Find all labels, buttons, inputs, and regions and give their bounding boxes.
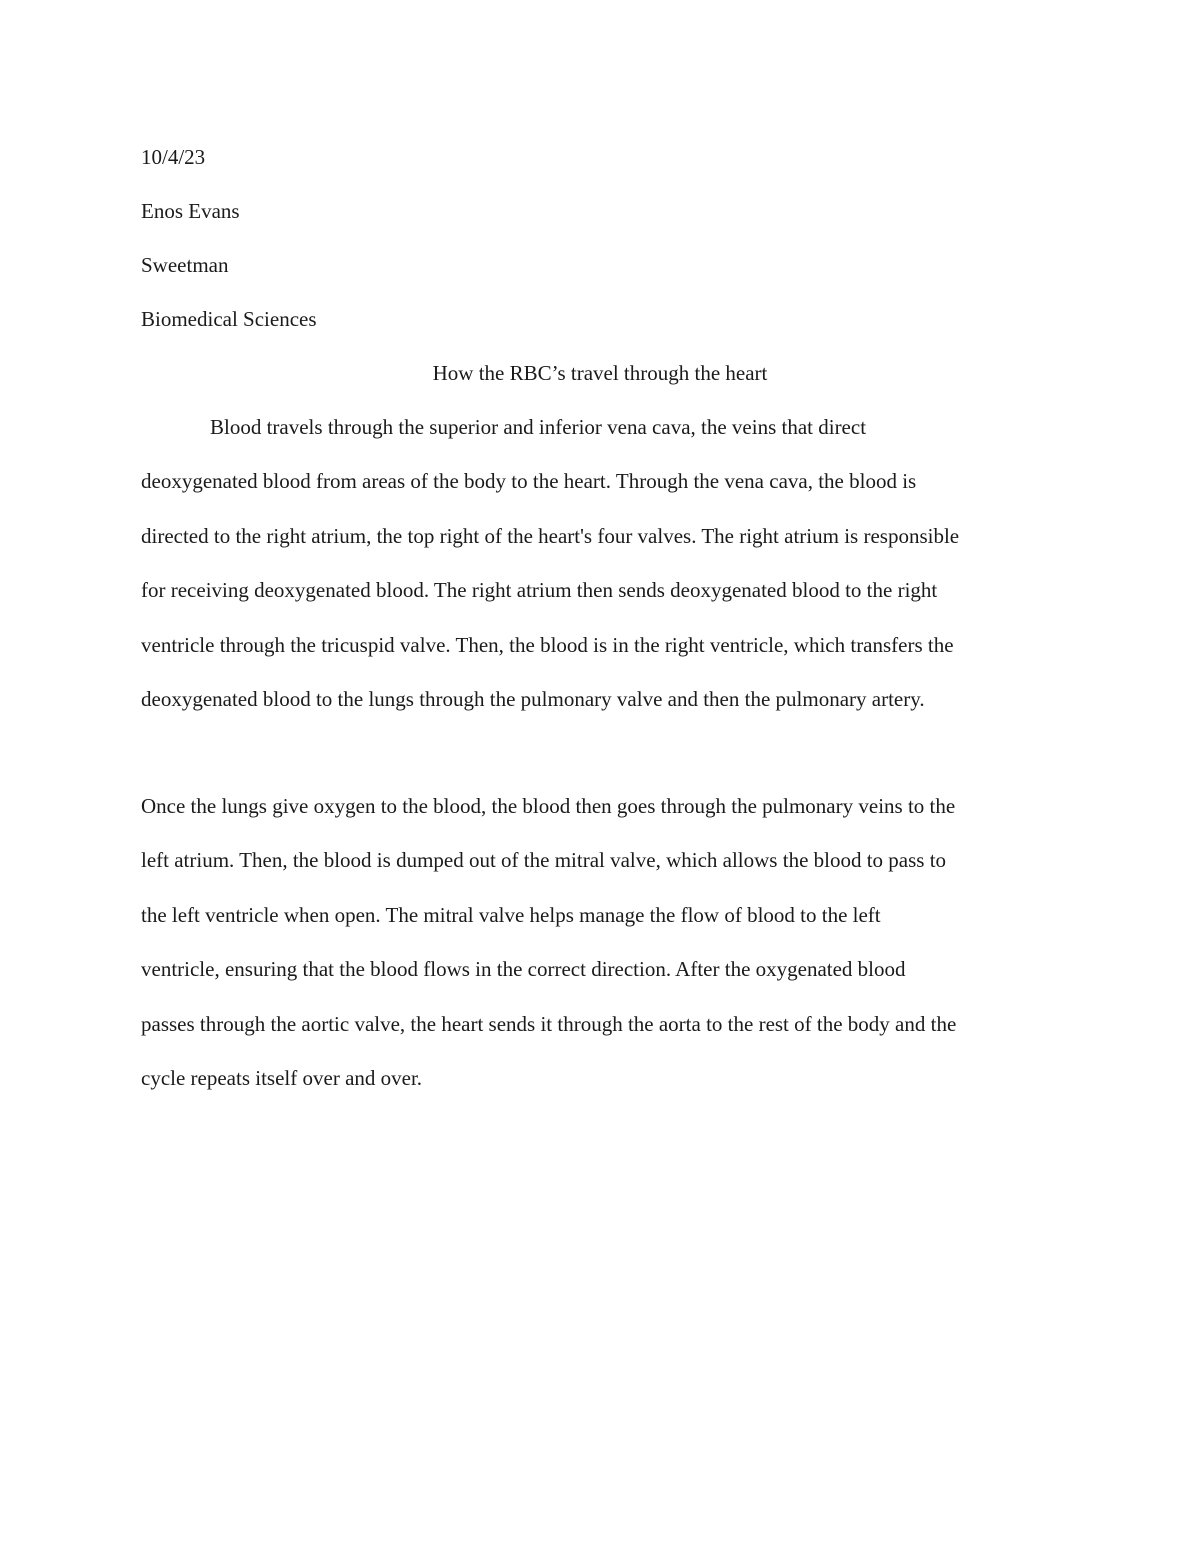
paragraph-1	[141, 400, 1063, 726]
paragraph-line: for receiving deoxygenated blood. The right atrium then sends deoxygenated blood to the right	[141, 578, 938, 603]
paragraph-2	[141, 779, 1063, 1105]
paragraph-line: left atrium. Then, the blood is dumped out of the mitral valve, which allows the blood to pass to	[141, 848, 947, 873]
paragraph-line: ventricle, ensuring that the blood flows in the correct direction. After the oxygenated blood	[141, 957, 906, 982]
course-line: Biomedical Sciences	[141, 307, 317, 331]
teacher-line: Sweetman	[141, 253, 229, 277]
paragraph-line: Blood travels through the superior and inferior vena cava, the veins that direct	[210, 415, 867, 439]
paragraph-line: Once the lungs give oxygen to the blood, the blood then goes through the pulmonary veins to the	[141, 794, 956, 818]
paragraph-line: the left ventricle when open. The mitral valve helps manage the flow of blood to the left	[141, 902, 881, 927]
paragraph-line: deoxygenated blood to the lungs through the pulmonary valve and then the pulmonary artery.	[141, 686, 925, 711]
student-name-line: Enos Evans	[141, 199, 240, 223]
date-line: 10/4/23	[141, 145, 206, 169]
paragraph-line: passes through the aortic valve, the heart sends it through the aorta to the rest of the body and the	[141, 1011, 957, 1036]
paragraph-line: ventricle through the tricuspid valve. Then, the blood is in the right ventricle, which transfers the	[141, 632, 954, 657]
document-title: How the RBC’s travel through the heart	[432, 361, 768, 385]
paragraph-line: cycle repeats itself over and over.	[141, 1065, 423, 1090]
paragraph-line: directed to the right atrium, the top right of the heart's four valves. The right atrium is responsible	[141, 523, 960, 548]
paragraph-line: deoxygenated blood from areas of the body to the heart. Through the vena cava, the blood is	[141, 469, 917, 494]
